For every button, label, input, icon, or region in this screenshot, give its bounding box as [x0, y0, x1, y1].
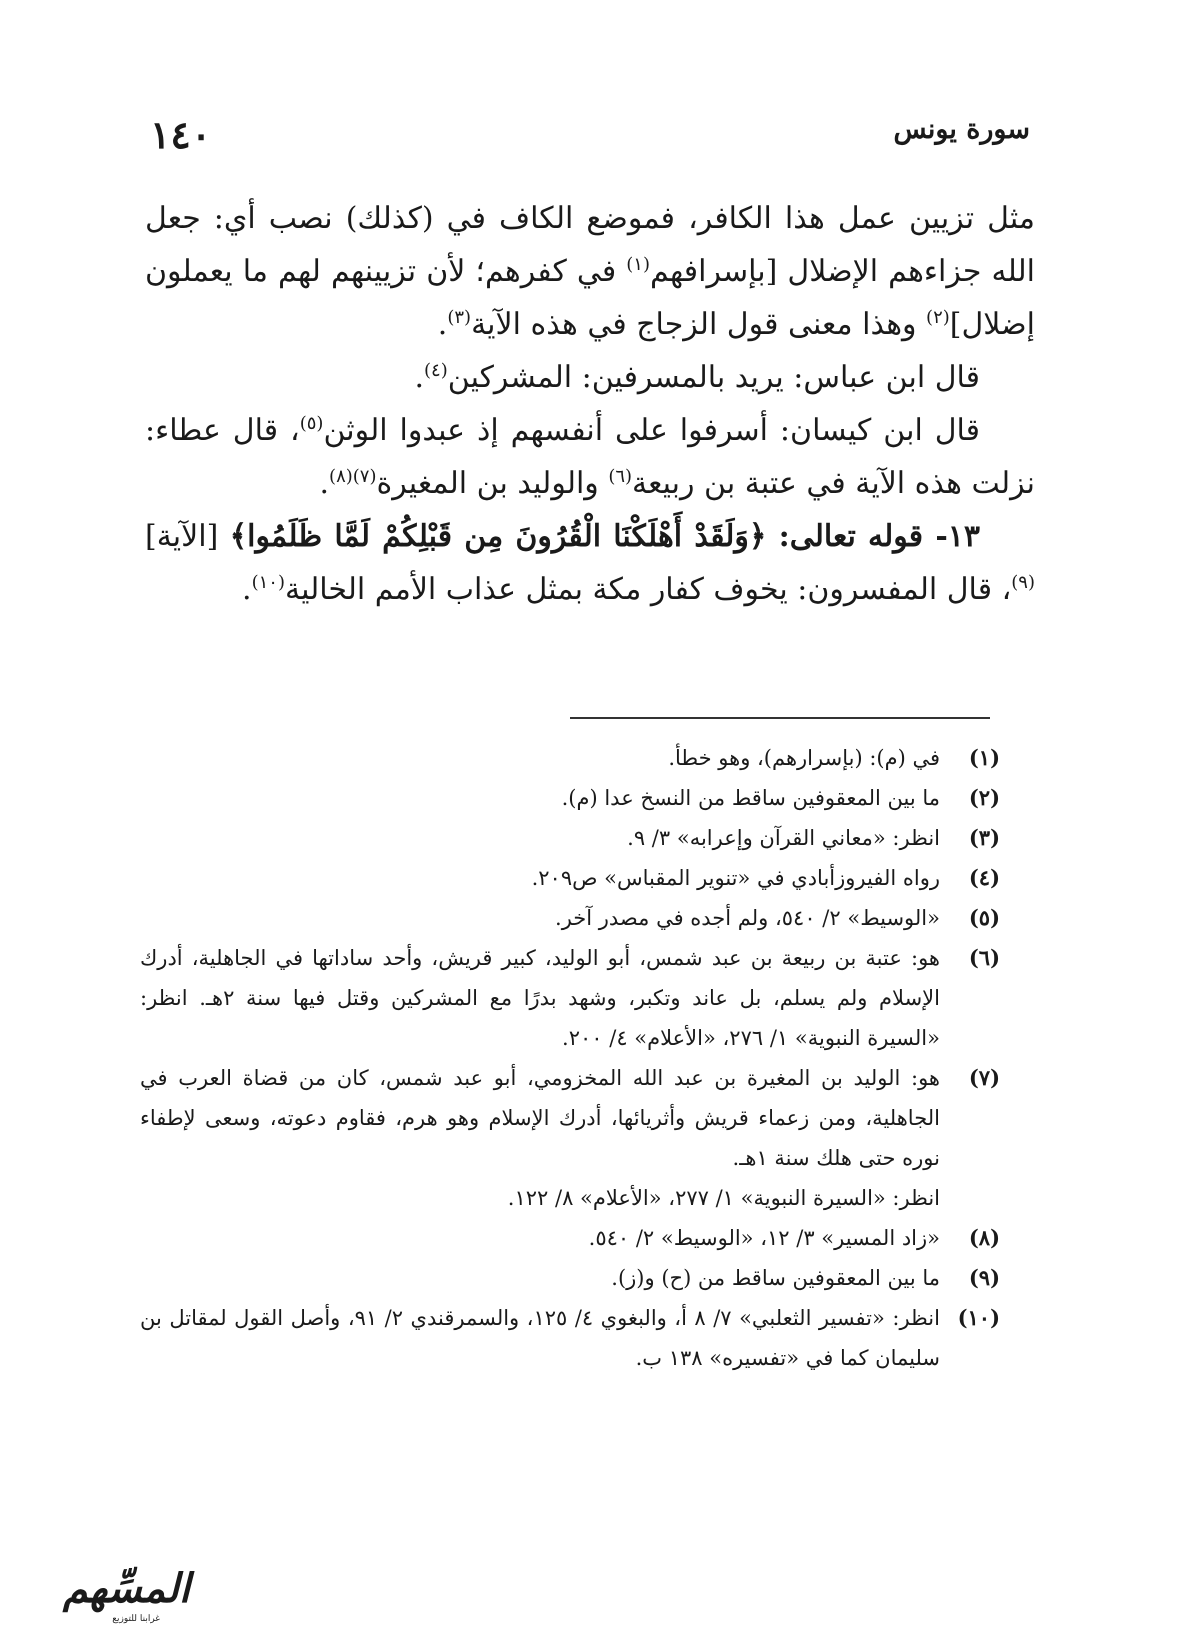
footnote-ref[interactable]: (٥) — [299, 413, 324, 434]
footnote-ref[interactable]: (٧)(٨) — [329, 466, 377, 487]
paragraph-3 — [145, 404, 1035, 510]
footnote-number: (٧) — [968, 1065, 1000, 1090]
text-run: . — [319, 466, 330, 501]
footnote-10 — [140, 1298, 1000, 1378]
footnote-1 — [140, 738, 1000, 778]
footnote-text: ما بين المعقوفين ساقط من النسخ عدا (م). — [561, 786, 940, 810]
footnote-text: انظر: «تفسير الثعلبي» ٧/ ٨ أ، والبغوي ٤/ ١٢٥، والسمرقندي ٢/ ٩١، وأصل القول لمقاتل بن سليمان كما في «تفسيره» ١٣٨ ب. — [140, 1306, 940, 1370]
footnote-2 — [140, 778, 1000, 818]
footnote-ref[interactable]: (٩) — [1011, 572, 1035, 593]
paragraph-2 — [145, 351, 1035, 404]
footnote-number: (٤) — [968, 865, 1000, 890]
paragraph-4 — [145, 510, 1035, 616]
footnote-4 — [140, 858, 1000, 898]
footnote-ref[interactable]: (٤) — [424, 360, 448, 381]
publisher-logo — [10, 1565, 190, 1635]
footnote-text: في (م): (بإسرارهم)، وهو خطأ. — [668, 746, 940, 770]
text-run: قال ابن كيسان: أسرفوا على أنفسهم إذ عبدوا الوثن — [323, 413, 980, 448]
footnote-subtext: انظر: «السيرة النبوية» ١/ ٢٧٧، «الأعلام» ٨/ ١٢٢. — [507, 1186, 940, 1210]
footnote-divider — [570, 717, 990, 719]
logo-mark: المسِّهم — [62, 1565, 190, 1612]
footnote-number: (٦) — [968, 945, 1000, 970]
text-run: [الآية] — [145, 519, 230, 554]
text-run: قال ابن عباس: يريد بالمسرفين: المشركين — [447, 360, 980, 395]
footnote-text: رواه الفيروزأبادي في «تنوير المقباس» ص٢٠٩. — [531, 866, 940, 890]
text-run: مثل تزيين عمل هذا الكافر، فموضع الكاف في (كذلك) نصب أي: جعل الله جزاءهم الإضلال [بإسرافهم — [145, 201, 1035, 289]
footnote-text: «زاد المسير» ٣/ ١٢، «الوسيط» ٢/ ٥٤٠. — [588, 1226, 940, 1250]
text-run: وهذا معنى قول الزجاج في هذه الآية — [471, 307, 927, 342]
text-run: . — [437, 307, 448, 342]
page-number: ١٤٠ — [150, 112, 212, 157]
footnote-text: ما بين المعقوفين ساقط من (ح) و(ز). — [611, 1266, 940, 1290]
footnote-ref[interactable]: (٣) — [447, 307, 472, 328]
footnote-ref[interactable]: (١٠) — [251, 572, 285, 593]
footnote-8 — [140, 1218, 1000, 1258]
footnote-6 — [140, 938, 1000, 1058]
quran-verse: ﴿وَلَقَدْ أَهْلَكْنَا الْقُرُونَ مِن قَبْلِكُمْ لَمَّا ظَلَمُوا﴾ — [229, 519, 767, 554]
footnote-number: (٩) — [968, 1265, 1000, 1290]
text-run: ، قال المفسرون: يخوف كفار مكة بمثل عذاب الأمم الخالية — [284, 572, 1012, 607]
page-header — [150, 112, 1030, 162]
text-run: والوليد بن المغيرة — [376, 466, 609, 501]
footnote-text: «الوسيط» ٢/ ٥٤٠، ولم أجده في مصدر آخر. — [555, 906, 940, 930]
footnote-number: (٣) — [968, 825, 1000, 850]
paragraph-1 — [145, 192, 1035, 351]
text-run: . — [242, 572, 252, 607]
footnote-text: هو: عتبة بن ربيعة بن عبد شمس، أبو الوليد، كبير قريش، وأحد ساداتها في الجاهلية، أدرك الإسلام ولم يسلم، بل عاند وتكبر، وشهد بدرًا مع المشركين وقتل فيها سنة ٢هـ. انظر: «السيرة النبوية» ١/ ٢٧٦، «الأعلام» ٤/ ٢٠٠. — [140, 946, 940, 1050]
footnote-number: (٢) — [968, 785, 1000, 810]
text-run: ، قال عطاء: نزلت هذه الآية في عتبة بن ربيعة — [145, 413, 1035, 501]
footnote-5 — [140, 898, 1000, 938]
footnotes — [140, 738, 1000, 1378]
footnote-9 — [140, 1258, 1000, 1298]
footnote-3 — [140, 818, 1000, 858]
footnote-text: هو: الوليد بن المغيرة بن عبد الله المخزومي، أبو عبد شمس، كان من قضاة العرب في الجاهلية، ومن زعماء قريش وأثريائها، أدرك الإسلام وهو هرم، فقاوم دعوته، وسعى لإطفاء نوره حتى هلك سنة ١هـ. — [140, 1066, 941, 1170]
logo-subtext: غرابنا للتوزيع — [112, 1614, 160, 1624]
footnote-number: (١) — [968, 745, 1000, 770]
footnote-number: (٨) — [968, 1225, 1000, 1250]
text-run: في كفرهم؛ لأن تزيينهم لهم ما يعملون إضلال] — [145, 254, 1035, 342]
running-title: سورة يونس — [893, 114, 1030, 145]
footnote-ref[interactable]: (٢) — [926, 307, 950, 328]
verse-number: ١٣- قوله تعالى: — [766, 519, 981, 554]
footnote-number: (١٠) — [957, 1305, 1000, 1330]
footnote-number: (٥) — [968, 905, 1000, 930]
footnote-text: انظر: «معاني القرآن وإعرابه» ٣/ ٩. — [627, 826, 940, 850]
footnote-7 — [140, 1058, 1000, 1218]
main-text — [145, 192, 1035, 616]
footnote-ref[interactable]: (١) — [626, 254, 650, 275]
footnote-ref[interactable]: (٦) — [608, 466, 633, 487]
text-run: . — [414, 360, 425, 395]
